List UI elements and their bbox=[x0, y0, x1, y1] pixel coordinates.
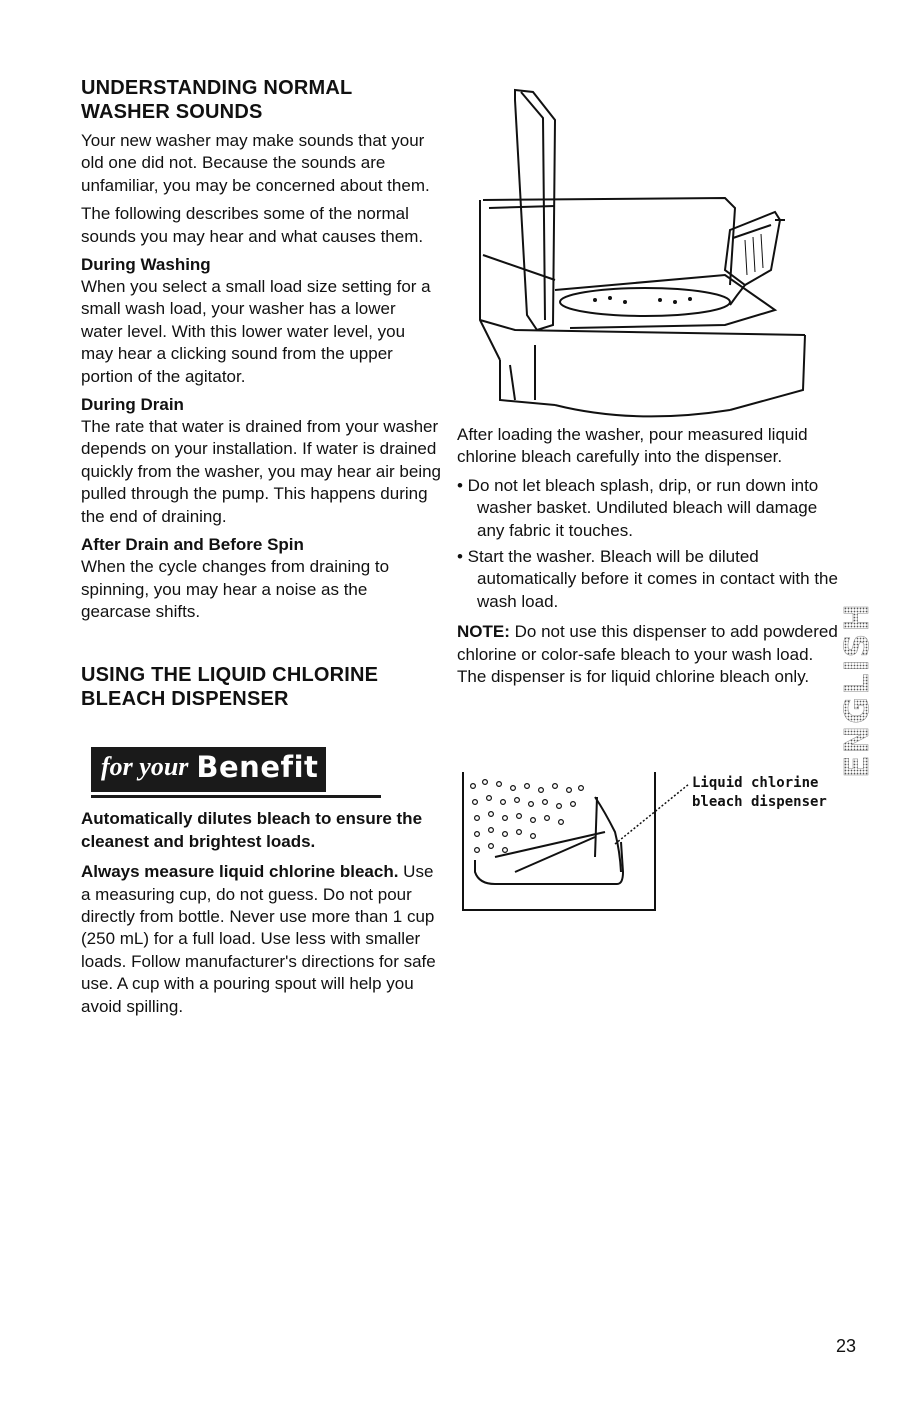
note-paragraph bbox=[457, 621, 842, 688]
pour-caption: After loading the washer, pour measured liquid chlorine bleach carefully into the dispenser. bbox=[457, 425, 808, 467]
heading-washer-sounds: UNDERSTANDING NORMAL WASHER SOUNDS bbox=[81, 77, 353, 123]
benefit-word: Benefit bbox=[196, 750, 319, 785]
bullet-start-washer: • Start the washer. Bleach will be diluted automatically before it comes in contact with the wash load. bbox=[457, 547, 838, 611]
english-side-tab bbox=[837, 590, 876, 780]
subheading-after-drain: After Drain and Before Spin bbox=[81, 535, 304, 555]
during-washing-text: When you select a small load size setting for a small wash load, your washer has a lower water level. With this lower water level, you may hear a clicking sound from the upper portion of the agitator. bbox=[81, 277, 431, 386]
benefit-for-your: for your bbox=[101, 752, 189, 782]
callout-line-2: bleach dispenser bbox=[692, 794, 827, 810]
left-column bbox=[81, 76, 441, 1024]
benefit-underline bbox=[91, 795, 381, 798]
intro-paragraph-2: The following describes some of the normal sounds you may hear and what causes them. bbox=[81, 204, 424, 246]
measure-paragraph bbox=[81, 861, 441, 1018]
note-label: NOTE: bbox=[457, 622, 510, 642]
right-column bbox=[457, 78, 842, 694]
dispenser-callout-label bbox=[692, 774, 827, 812]
heading-bleach-dispenser: USING THE LIQUID CHLORINE BLEACH DISPENSER bbox=[81, 664, 379, 711]
measure-bold: Always measure liquid chlorine bleach. bbox=[81, 862, 399, 882]
subheading-during-drain: During Drain bbox=[81, 395, 184, 415]
after-drain-text: When the cycle changes from draining to spinning, you may hear a noise as the gearcase shifts. bbox=[81, 557, 390, 621]
benefit-lead-text: Automatically dilutes bleach to ensure the cleanest and brightest loads. bbox=[81, 809, 423, 851]
page-number: 23 bbox=[836, 1336, 857, 1356]
note-text: Do not use this dispenser to add powdered chlorine or color-safe bleach to your wash load. The dispenser is for liquid chlorine bleach only. bbox=[457, 622, 838, 687]
callout-line-1: Liquid chlorine bbox=[692, 775, 819, 791]
for-your-benefit-logo bbox=[91, 747, 326, 792]
side-tab-text: ENGLISH bbox=[837, 602, 876, 778]
subheading-during-washing: During Washing bbox=[81, 255, 211, 275]
during-drain-text: The rate that water is drained from your washer depends on your installation. If water is drained quickly from the washer, you may hear air being pulled through the pump. This happens during the end of draining. bbox=[81, 417, 442, 526]
measure-text: Use a measuring cup, do not guess. Do not pour directly from bottle. Never use more than 1 cup (250 mL) for a full load. Use less with smaller loads. Follow manufacturer's directions for safe use. A cup with a pouring spout will help you avoid spilling. bbox=[81, 862, 436, 1016]
intro-paragraph-1: Your new washer may make sounds that your old one did not. Because the sounds are unfamiliar, you may be concerned about them. bbox=[81, 131, 430, 195]
bullet-do-not-splash: • Do not let bleach splash, drip, or run down into washer basket. Undiluted bleach will damage any fabric it touches. bbox=[457, 475, 819, 540]
